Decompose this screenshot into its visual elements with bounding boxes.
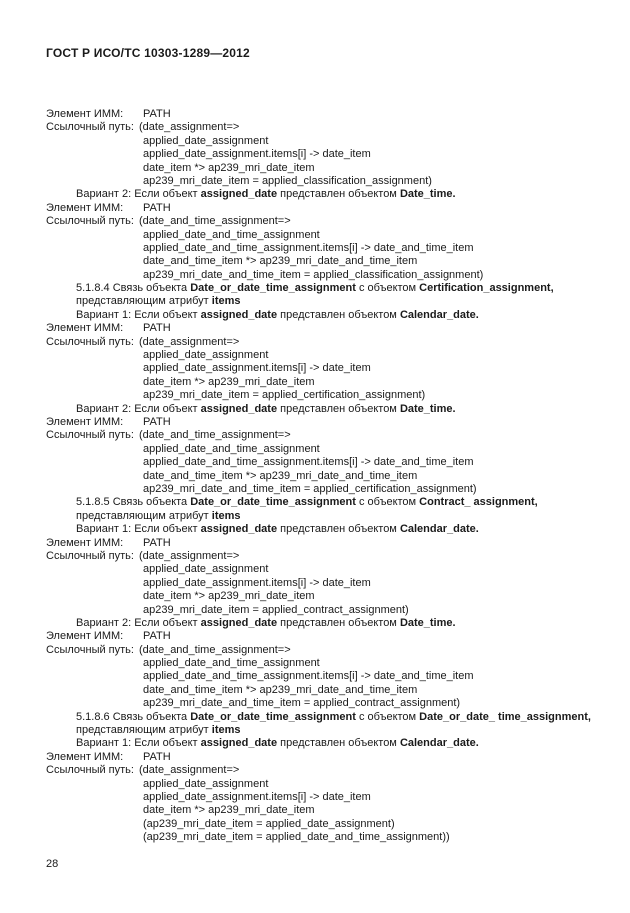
- reference-path-step: date_item *> ap239_mri_date_item: [143, 375, 315, 388]
- path-start: (date_assignment=>: [139, 335, 240, 348]
- text-run: представлен объектом: [277, 616, 400, 629]
- imm-label: Элемент ИММ:: [46, 750, 124, 763]
- entity-name: assigned_date: [200, 523, 278, 536]
- imm-value: PATH: [143, 201, 171, 214]
- reference-path-step: ap239_mri_date_and_time_item = applied_classification_assignment): [143, 268, 484, 281]
- page-number: 28: [46, 858, 59, 870]
- reference-path-step: (ap239_mri_date_item = applied_date_and_time_assignment)): [143, 831, 450, 844]
- imm-label: Элемент ИММ:: [46, 630, 124, 643]
- variant-line: [46, 403, 591, 416]
- text-run: Вариант 1: Если объект: [76, 308, 201, 321]
- text-run: Вариант 2: Если объект: [76, 188, 201, 201]
- reference-path-step: ap239_mri_date_and_time_item = applied_contract_assignment): [143, 697, 461, 710]
- reference-path-step: date_item *> ap239_mri_date_item: [143, 161, 315, 174]
- variant-line: [46, 617, 591, 630]
- entity-name: Date_or_date_ time_assignment,: [419, 710, 591, 723]
- text-run: представляющим атрибут: [76, 724, 212, 737]
- reference-path-step: ap239_mri_date_and_time_item = applied_certification_assignment): [143, 482, 477, 495]
- section-heading: [46, 496, 591, 523]
- path-label: Ссылочный путь:: [46, 335, 134, 348]
- reference-path-step: applied_date_and_time_assignment: [143, 657, 320, 670]
- document-header: ГОСТ Р ИСО/ТС 10303-1289—2012: [46, 46, 250, 60]
- reference-path-step: date_item *> ap239_mri_date_item: [143, 590, 315, 603]
- path-start: (date_assignment=>: [139, 121, 240, 134]
- variant-line: [46, 523, 591, 536]
- entity-name: items: [211, 724, 241, 737]
- text-run: представляющим атрибут: [76, 509, 212, 522]
- imm-value: PATH: [143, 750, 171, 763]
- imm-value: PATH: [143, 416, 171, 429]
- imm-element-line: [46, 416, 591, 429]
- entity-name: Contract_ assignment,: [419, 496, 538, 509]
- path-start: (date_and_time_assignment=>: [139, 215, 291, 228]
- text-run: с объектом: [355, 710, 420, 723]
- imm-value: PATH: [143, 630, 171, 643]
- entity-name: Calendar_date.: [399, 308, 479, 321]
- section-heading: [46, 711, 591, 738]
- imm-value: PATH: [143, 536, 171, 549]
- entity-name: items: [211, 509, 241, 522]
- variant-line: [46, 737, 591, 750]
- path-start: (date_and_time_assignment=>: [139, 429, 291, 442]
- entity-name: assigned_date: [200, 308, 278, 321]
- entity-name: Date_time.: [399, 402, 456, 415]
- text-run: представлен объектом: [277, 737, 400, 750]
- variant-line: [46, 309, 591, 322]
- text-run: 5.1.8.4 Связь объекта: [76, 282, 191, 295]
- reference-path-step: applied_date_assignment: [143, 777, 269, 790]
- text-run: представлен объектом: [277, 308, 400, 321]
- imm-element-line: [46, 202, 591, 215]
- entity-name: assigned_date: [200, 402, 278, 415]
- reference-path-line: [46, 764, 591, 777]
- reference-path-step: applied_date_assignment: [143, 134, 269, 147]
- section-heading: [46, 282, 591, 309]
- text-run: 5.1.8.5 Связь объекта: [76, 496, 191, 509]
- reference-path-line: [46, 215, 591, 228]
- text-run: представлен объектом: [277, 402, 400, 415]
- text-run: с объектом: [355, 496, 420, 509]
- imm-label: Элемент ИММ:: [46, 416, 124, 429]
- imm-value: PATH: [143, 108, 171, 120]
- imm-label: Элемент ИММ:: [46, 536, 124, 549]
- imm-element-line: [46, 108, 591, 121]
- reference-path-step: applied_date_and_time_assignment: [143, 228, 320, 241]
- path-label: Ссылочный путь:: [46, 549, 134, 562]
- entity-name: Certification_assignment,: [419, 282, 554, 295]
- reference-path-line: [46, 336, 591, 349]
- reference-path-step: ap239_mri_date_item = applied_classification_assignment): [143, 174, 432, 187]
- text-run: представляющим атрибут: [76, 295, 212, 308]
- path-label: Ссылочный путь:: [46, 643, 134, 656]
- reference-path-step: applied_date_and_time_assignment.items[i] -> date_and_time_item: [143, 670, 474, 683]
- reference-path-step: applied_date_assignment.items[i] -> date_item: [143, 148, 371, 161]
- reference-path-line: [46, 644, 591, 657]
- reference-path-step: date_and_time_item *> ap239_mri_date_and_time_item: [143, 683, 418, 696]
- reference-path-step: date_item *> ap239_mri_date_item: [143, 804, 315, 817]
- reference-path-step: date_and_time_item *> ap239_mri_date_and_time_item: [143, 469, 418, 482]
- text-run: с объектом: [355, 282, 420, 295]
- path-label: Ссылочный путь:: [46, 764, 134, 777]
- entity-name: items: [211, 295, 241, 308]
- reference-path-step: applied_date_assignment: [143, 563, 269, 576]
- path-start: (date_assignment=>: [139, 764, 240, 777]
- reference-path-step: date_and_time_item *> ap239_mri_date_and_time_item: [143, 255, 418, 268]
- reference-path-step: applied_date_and_time_assignment: [143, 442, 320, 455]
- entity-name: Date_or_date_time_assignment: [190, 496, 356, 509]
- reference-path-step: (ap239_mri_date_item = applied_date_assignment): [143, 817, 395, 830]
- entity-name: Calendar_date.: [399, 737, 479, 750]
- text-run: Вариант 1: Если объект: [76, 737, 201, 750]
- text-run: Вариант 2: Если объект: [76, 616, 201, 629]
- entity-name: Date_time.: [399, 188, 456, 201]
- reference-path-step: applied_date_assignment.items[i] -> date_item: [143, 362, 371, 375]
- text-run: представлен объектом: [277, 523, 400, 536]
- document-body: [46, 108, 591, 845]
- reference-path-step: applied_date_and_time_assignment.items[i] -> date_and_time_item: [143, 456, 474, 469]
- path-label: Ссылочный путь:: [46, 121, 134, 134]
- entity-name: assigned_date: [200, 737, 278, 750]
- imm-element-line: [46, 630, 591, 643]
- imm-element-line: [46, 537, 591, 550]
- path-start: (date_and_time_assignment=>: [139, 643, 291, 656]
- imm-label: Элемент ИММ:: [46, 201, 124, 214]
- reference-path-step: ap239_mri_date_item = applied_certification_assignment): [143, 389, 426, 402]
- reference-path-step: applied_date_assignment.items[i] -> date_item: [143, 791, 371, 804]
- reference-path-step: applied_date_assignment.items[i] -> date_item: [143, 576, 371, 589]
- reference-path-step: applied_date_and_time_assignment.items[i] -> date_and_time_item: [143, 241, 474, 254]
- reference-path-step: ap239_mri_date_item = applied_contract_assignment): [143, 603, 409, 616]
- entity-name: assigned_date: [200, 188, 278, 201]
- path-label: Ссылочный путь:: [46, 429, 134, 442]
- path-label: Ссылочный путь:: [46, 215, 134, 228]
- reference-path-step: applied_date_assignment: [143, 349, 269, 362]
- imm-element-line: [46, 322, 591, 335]
- reference-path-line: [46, 121, 591, 134]
- imm-value: PATH: [143, 322, 171, 335]
- imm-element-line: [46, 751, 591, 764]
- text-run: Вариант 2: Если объект: [76, 402, 201, 415]
- imm-label: Элемент ИММ:: [46, 322, 124, 335]
- reference-path-line: [46, 429, 591, 442]
- text-run: представлен объектом: [277, 188, 400, 201]
- text-run: 5.1.8.6 Связь объекта: [76, 710, 191, 723]
- entity-name: Date_or_date_time_assignment: [190, 710, 356, 723]
- imm-label: Элемент ИММ:: [46, 108, 124, 120]
- entity-name: Calendar_date.: [399, 523, 479, 536]
- path-start: (date_assignment=>: [139, 549, 240, 562]
- entity-name: Date_or_date_time_assignment: [190, 282, 356, 295]
- entity-name: assigned_date: [200, 616, 278, 629]
- variant-line: [46, 188, 591, 201]
- text-run: Вариант 1: Если объект: [76, 523, 201, 536]
- reference-path-line: [46, 550, 591, 563]
- entity-name: Date_time.: [399, 616, 456, 629]
